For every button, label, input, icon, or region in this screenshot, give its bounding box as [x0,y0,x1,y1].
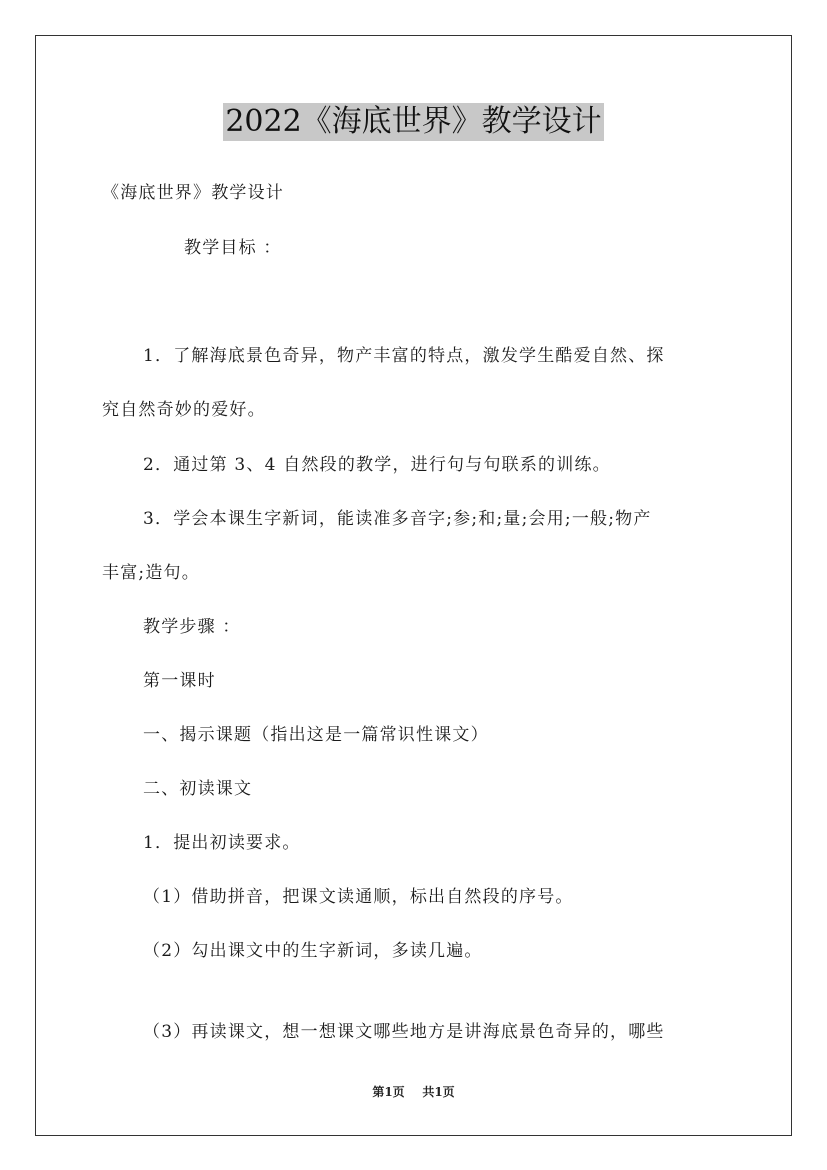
objective-1-line-2: 究自然奇妙的爱好。 [102,400,266,420]
objective-3-line-1: 3．学会本课生字新词，能读准多音字;参;和;量;会用;一般;物产 [143,509,652,529]
objective-2: 2．通过第 3、4 自然段的教学，进行句与句联系的训练。 [143,455,611,475]
title-container [0,103,827,141]
objective-3-line-2: 丰富;造句。 [102,563,200,583]
step-1: 一、揭示课题（指出这是一篇常识性课文） [143,725,489,745]
steps-heading: 教学步骤 ： [143,617,241,637]
step-2-sub-3: （3）再读课文，想一想课文哪些地方是讲海底景色奇异的，哪些 [143,1022,665,1042]
document-title: 2022《海底世界》教学设计 [225,104,602,139]
page-footer [0,1084,827,1100]
step-2-sub-2: （2）勾出课文中的生字新词，多读几遍。 [143,941,483,961]
document-subtitle: 《海底世界》教学设计 [102,183,284,203]
lesson-one-heading: 第一课时 [143,671,216,691]
step-2-item-1: 1．提出初读要求。 [143,833,301,853]
total-pages-label: 共1页 [422,1085,455,1099]
page-number-label: 第1页 [372,1085,405,1099]
objectives-heading: 教学目标 ： [184,238,282,258]
step-2: 二、初读课文 [143,779,253,799]
objective-1-line-1: 1．了解海底景色奇异，物产丰富的特点，激发学生酷爱自然、探 [143,346,665,366]
step-2-sub-1: （1）借助拼音，把课文读通顺，标出自然段的序号。 [143,887,574,907]
